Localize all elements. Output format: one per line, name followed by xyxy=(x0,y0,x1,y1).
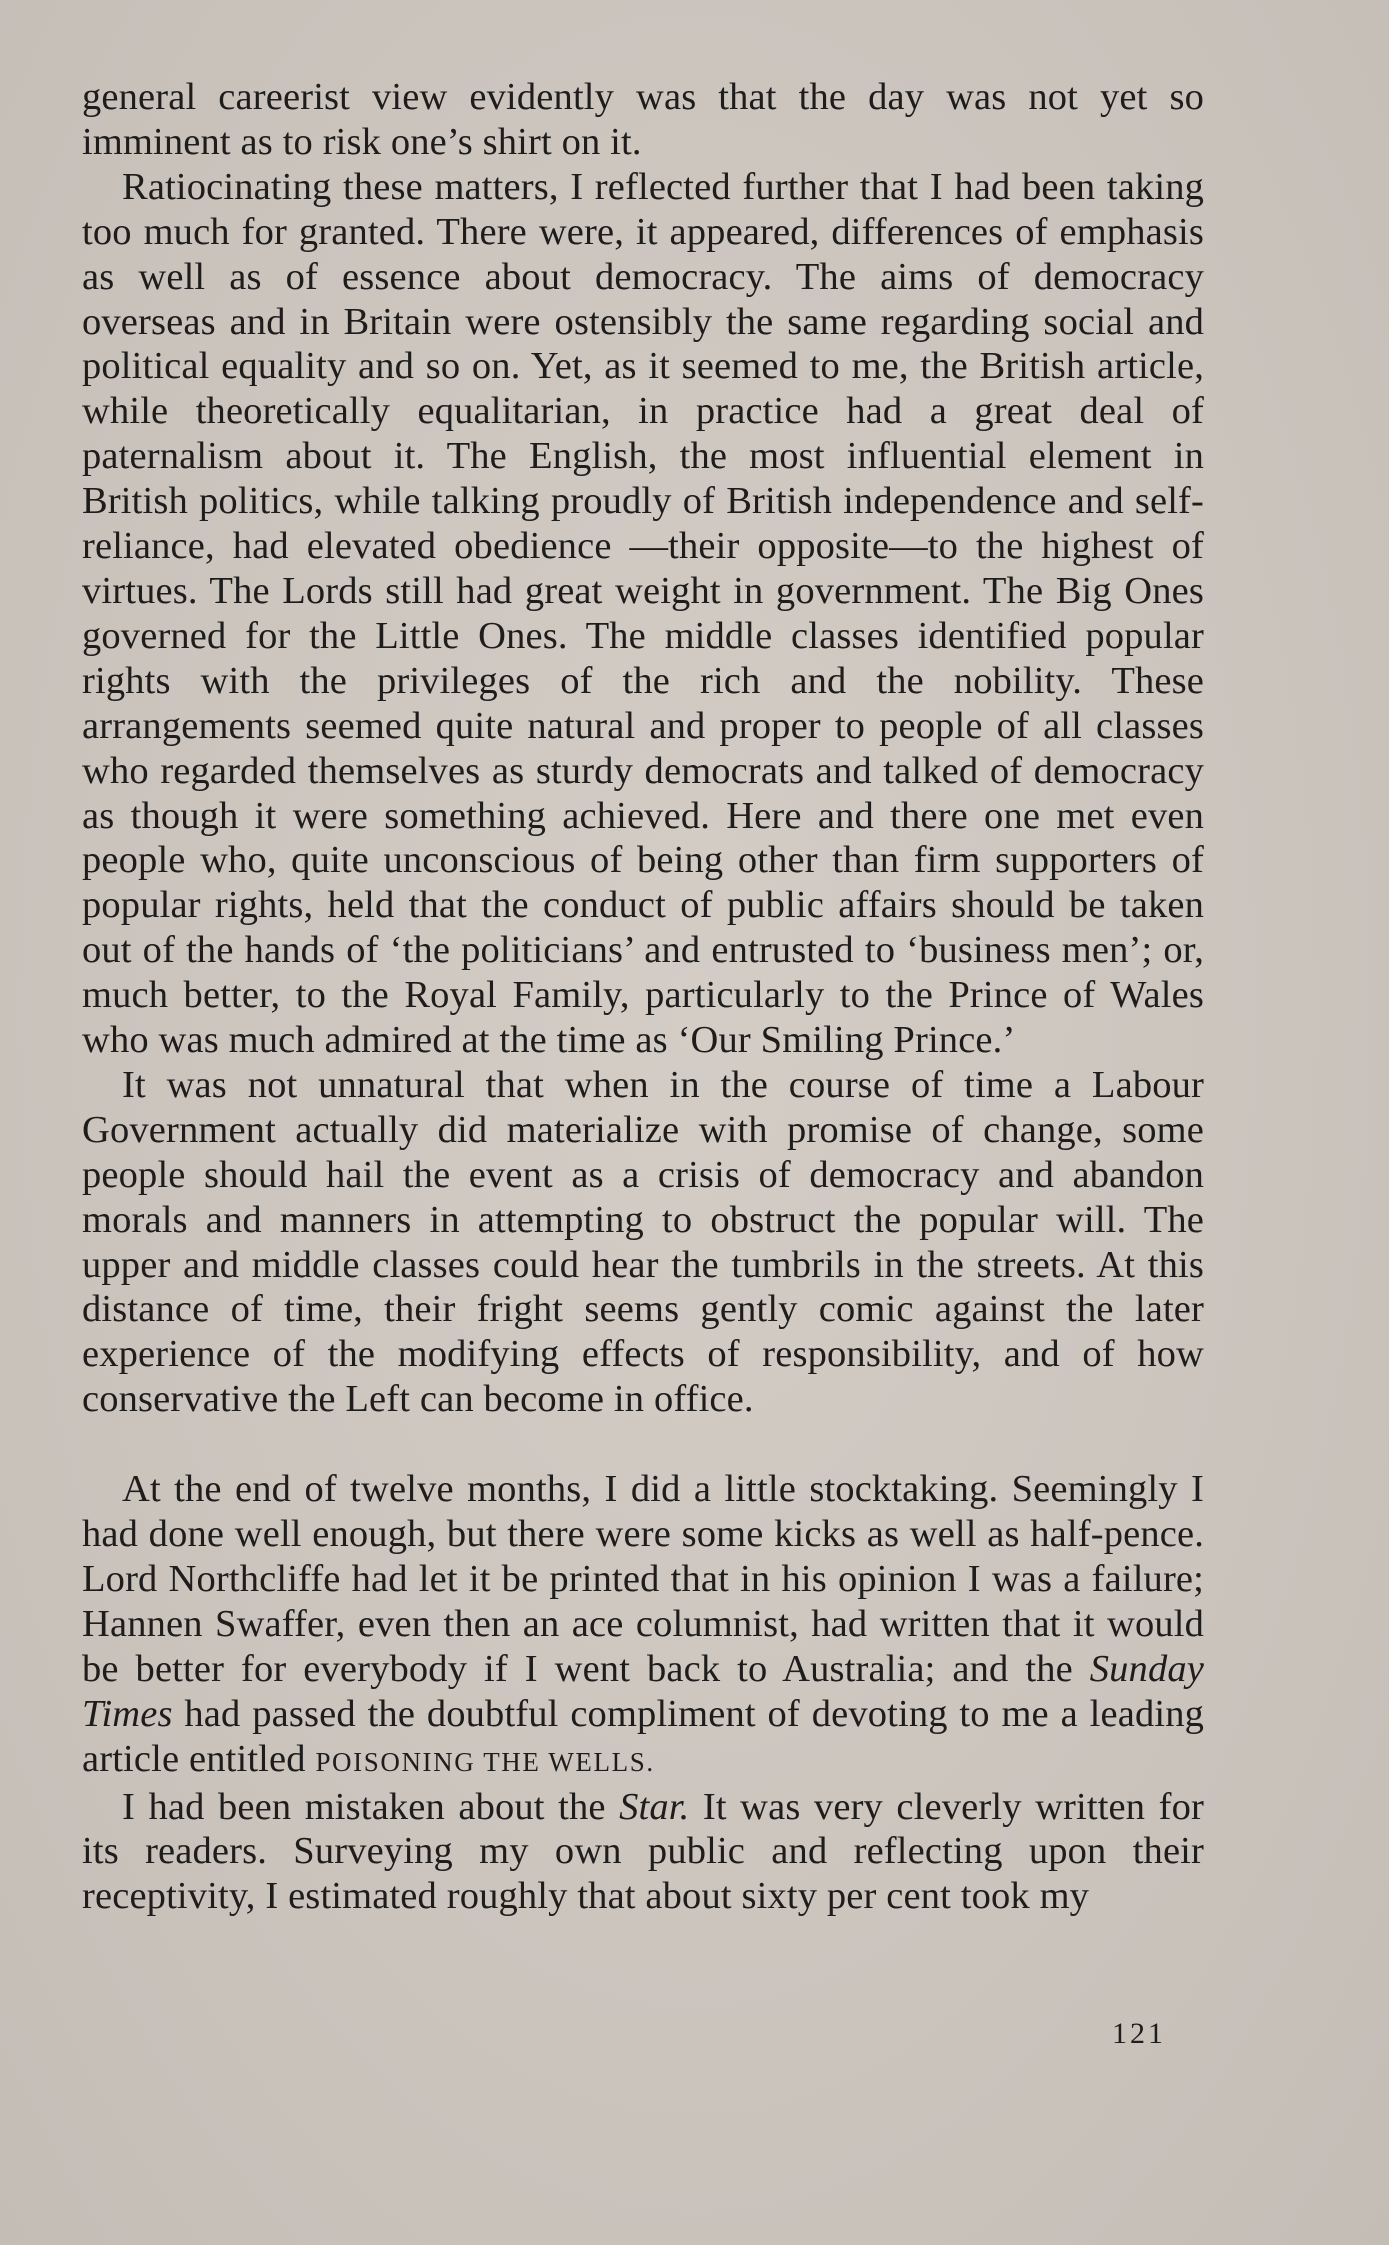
paragraph-4-text-a: At the end of twelve months, I did a little stocktaking. Seemingly I had done well enough, but there were some kicks as well as half-pence. Lord Northcliffe had let it be printed that in his opinion I was a failure; Hannen Swaffer, even then an ace columnist, had written that it would be better for everybody if I went back to Australia; and the xyxy=(82,1468,1204,1690)
paragraph-3: It was not unnatural that when in the course of time a Labour Government actually did materialize with promise of change, some people should hail the event as a crisis of democracy and abandon morals and manners in attempting to obstruct the popular will. The upper and middle classes could hear the tumbrils in the streets. At this distance of time, their fright seems gently comic against the later experience of the modifying effects of responsibility, and of how conservative the Left can become in office. xyxy=(82,1063,1204,1421)
italic-title-star: Star. xyxy=(619,1785,690,1828)
paragraph-4 xyxy=(82,1467,1204,1784)
paragraph-5 xyxy=(82,1785,1204,1920)
italic-title-sunday-times: Sunday Times xyxy=(82,1647,1204,1735)
body-text xyxy=(82,75,1204,1919)
paragraph-1: general careerist view evidently was that the day was not yet so imminent as to risk one’s shirt on it. xyxy=(82,76,1204,163)
paragraph-5-text-a: I had been mistaken about the xyxy=(122,1785,620,1828)
paragraph-4-text-b: had passed the doubtful compliment of devoting to me a leading article entitled xyxy=(82,1692,1204,1780)
small-caps-article-title: POISONING THE WELLS. xyxy=(315,1746,655,1777)
page-number: 121 xyxy=(1112,2017,1166,2050)
paragraph-2: Ratiocinating these matters, I reflected further that I had been taking too much for granted. There were, it appeared, differences of emphasis as well as of essence about democracy. The aims of democracy overseas and in Britain were ostensibly the same regarding social and political equality and so on. Yet, as it seemed to me, the British article, while theoretically equalitarian, in practice had a great deal of paternalism about it. The English, the most influential element in British politics, while talking proudly of British independence and self-reliance, had elevated obedience —their opposite—to the highest of virtues. The Lords still had great weight in government. The Big Ones governed for the Little Ones. The middle classes identified popular rights with the privileges of the rich and the nobility. These arrangements seemed quite natural and proper to people of all classes who regarded themselves as sturdy democrats and talked of democracy as though it were something achieved. Here and there one met even people who, quite unconscious of being other than firm supporters of popular rights, held that the conduct of public affairs should be taken out of the hands of ‘the politicians’ and entrusted to ‘business men’; or, much better, to the Royal Family, particularly to the Prince of Wales who was much admired at the time as ‘Our Smiling Prince.’ xyxy=(82,165,1204,1062)
paragraph-5-text-b: It was very cleverly written for its readers. Surveying my own public and reflecting upon their receptivity, I estimated roughly that about sixty per cent took my xyxy=(82,1785,1204,1918)
